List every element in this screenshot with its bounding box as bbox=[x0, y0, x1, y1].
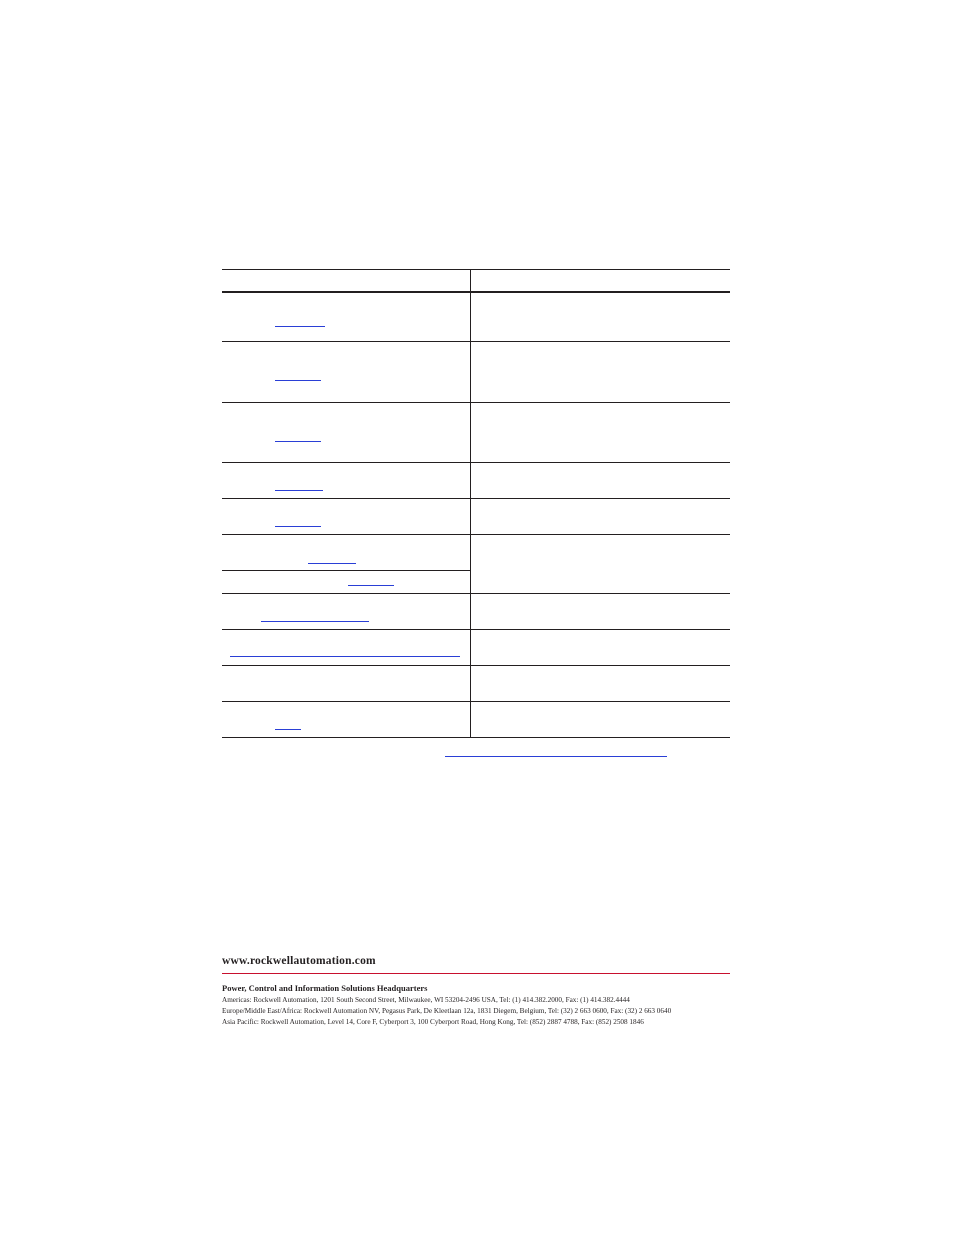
footer-red-rule bbox=[222, 973, 730, 974]
table-link[interactable] bbox=[275, 380, 321, 381]
table-header-rule bbox=[222, 291, 730, 293]
table-row-divider bbox=[222, 534, 730, 535]
table-top-rule bbox=[222, 269, 730, 270]
footer-hq-heading: Power, Control and Information Solutions Headquarters bbox=[222, 983, 428, 993]
below-table-link[interactable] bbox=[445, 756, 667, 757]
table-link[interactable] bbox=[275, 526, 321, 527]
table-row-divider bbox=[222, 462, 730, 463]
footer-address-emea: Europe/Middle East/Africa: Rockwell Automation NV, Pegasus Park, De Kleetlaan 12a, 1831 Diegem, Belgium, Tel: (32) 2 663 0600, Fax: (32) 2 663 0640 bbox=[222, 1007, 672, 1015]
table-row-divider bbox=[222, 341, 730, 342]
footer-address-asia-pacific: Asia Pacific: Rockwell Automation, Level 14, Core F, Cyberport 3, 100 Cyberport Road, Hong Kong, Tel: (852) 2887 4788, Fax: (852) 2508 1846 bbox=[222, 1018, 644, 1026]
table-link[interactable] bbox=[275, 326, 325, 327]
footer-address-americas: Americas: Rockwell Automation, 1201 South Second Street, Milwaukee, WI 53204-2496 USA, Tel: (1) 414.382.2000, Fax: (1) 414.382.4444 bbox=[222, 996, 630, 1004]
table-row-divider bbox=[222, 629, 730, 630]
footer-website[interactable]: www.rockwellautomation.com bbox=[222, 955, 376, 967]
table-link[interactable] bbox=[275, 729, 301, 730]
table-link[interactable] bbox=[275, 490, 323, 491]
table-row-divider bbox=[222, 593, 730, 594]
table-row-divider bbox=[222, 570, 470, 571]
table-link[interactable] bbox=[275, 441, 321, 442]
table-row-divider bbox=[222, 665, 730, 666]
table-link[interactable] bbox=[261, 621, 369, 622]
table-link[interactable] bbox=[308, 563, 356, 564]
table-bottom-rule bbox=[222, 737, 730, 738]
table-link[interactable] bbox=[230, 656, 460, 657]
table-row-divider bbox=[222, 701, 730, 702]
table-row-divider bbox=[222, 498, 730, 499]
table-column-divider bbox=[470, 270, 471, 737]
table-row-divider bbox=[222, 402, 730, 403]
table-link[interactable] bbox=[348, 585, 394, 586]
